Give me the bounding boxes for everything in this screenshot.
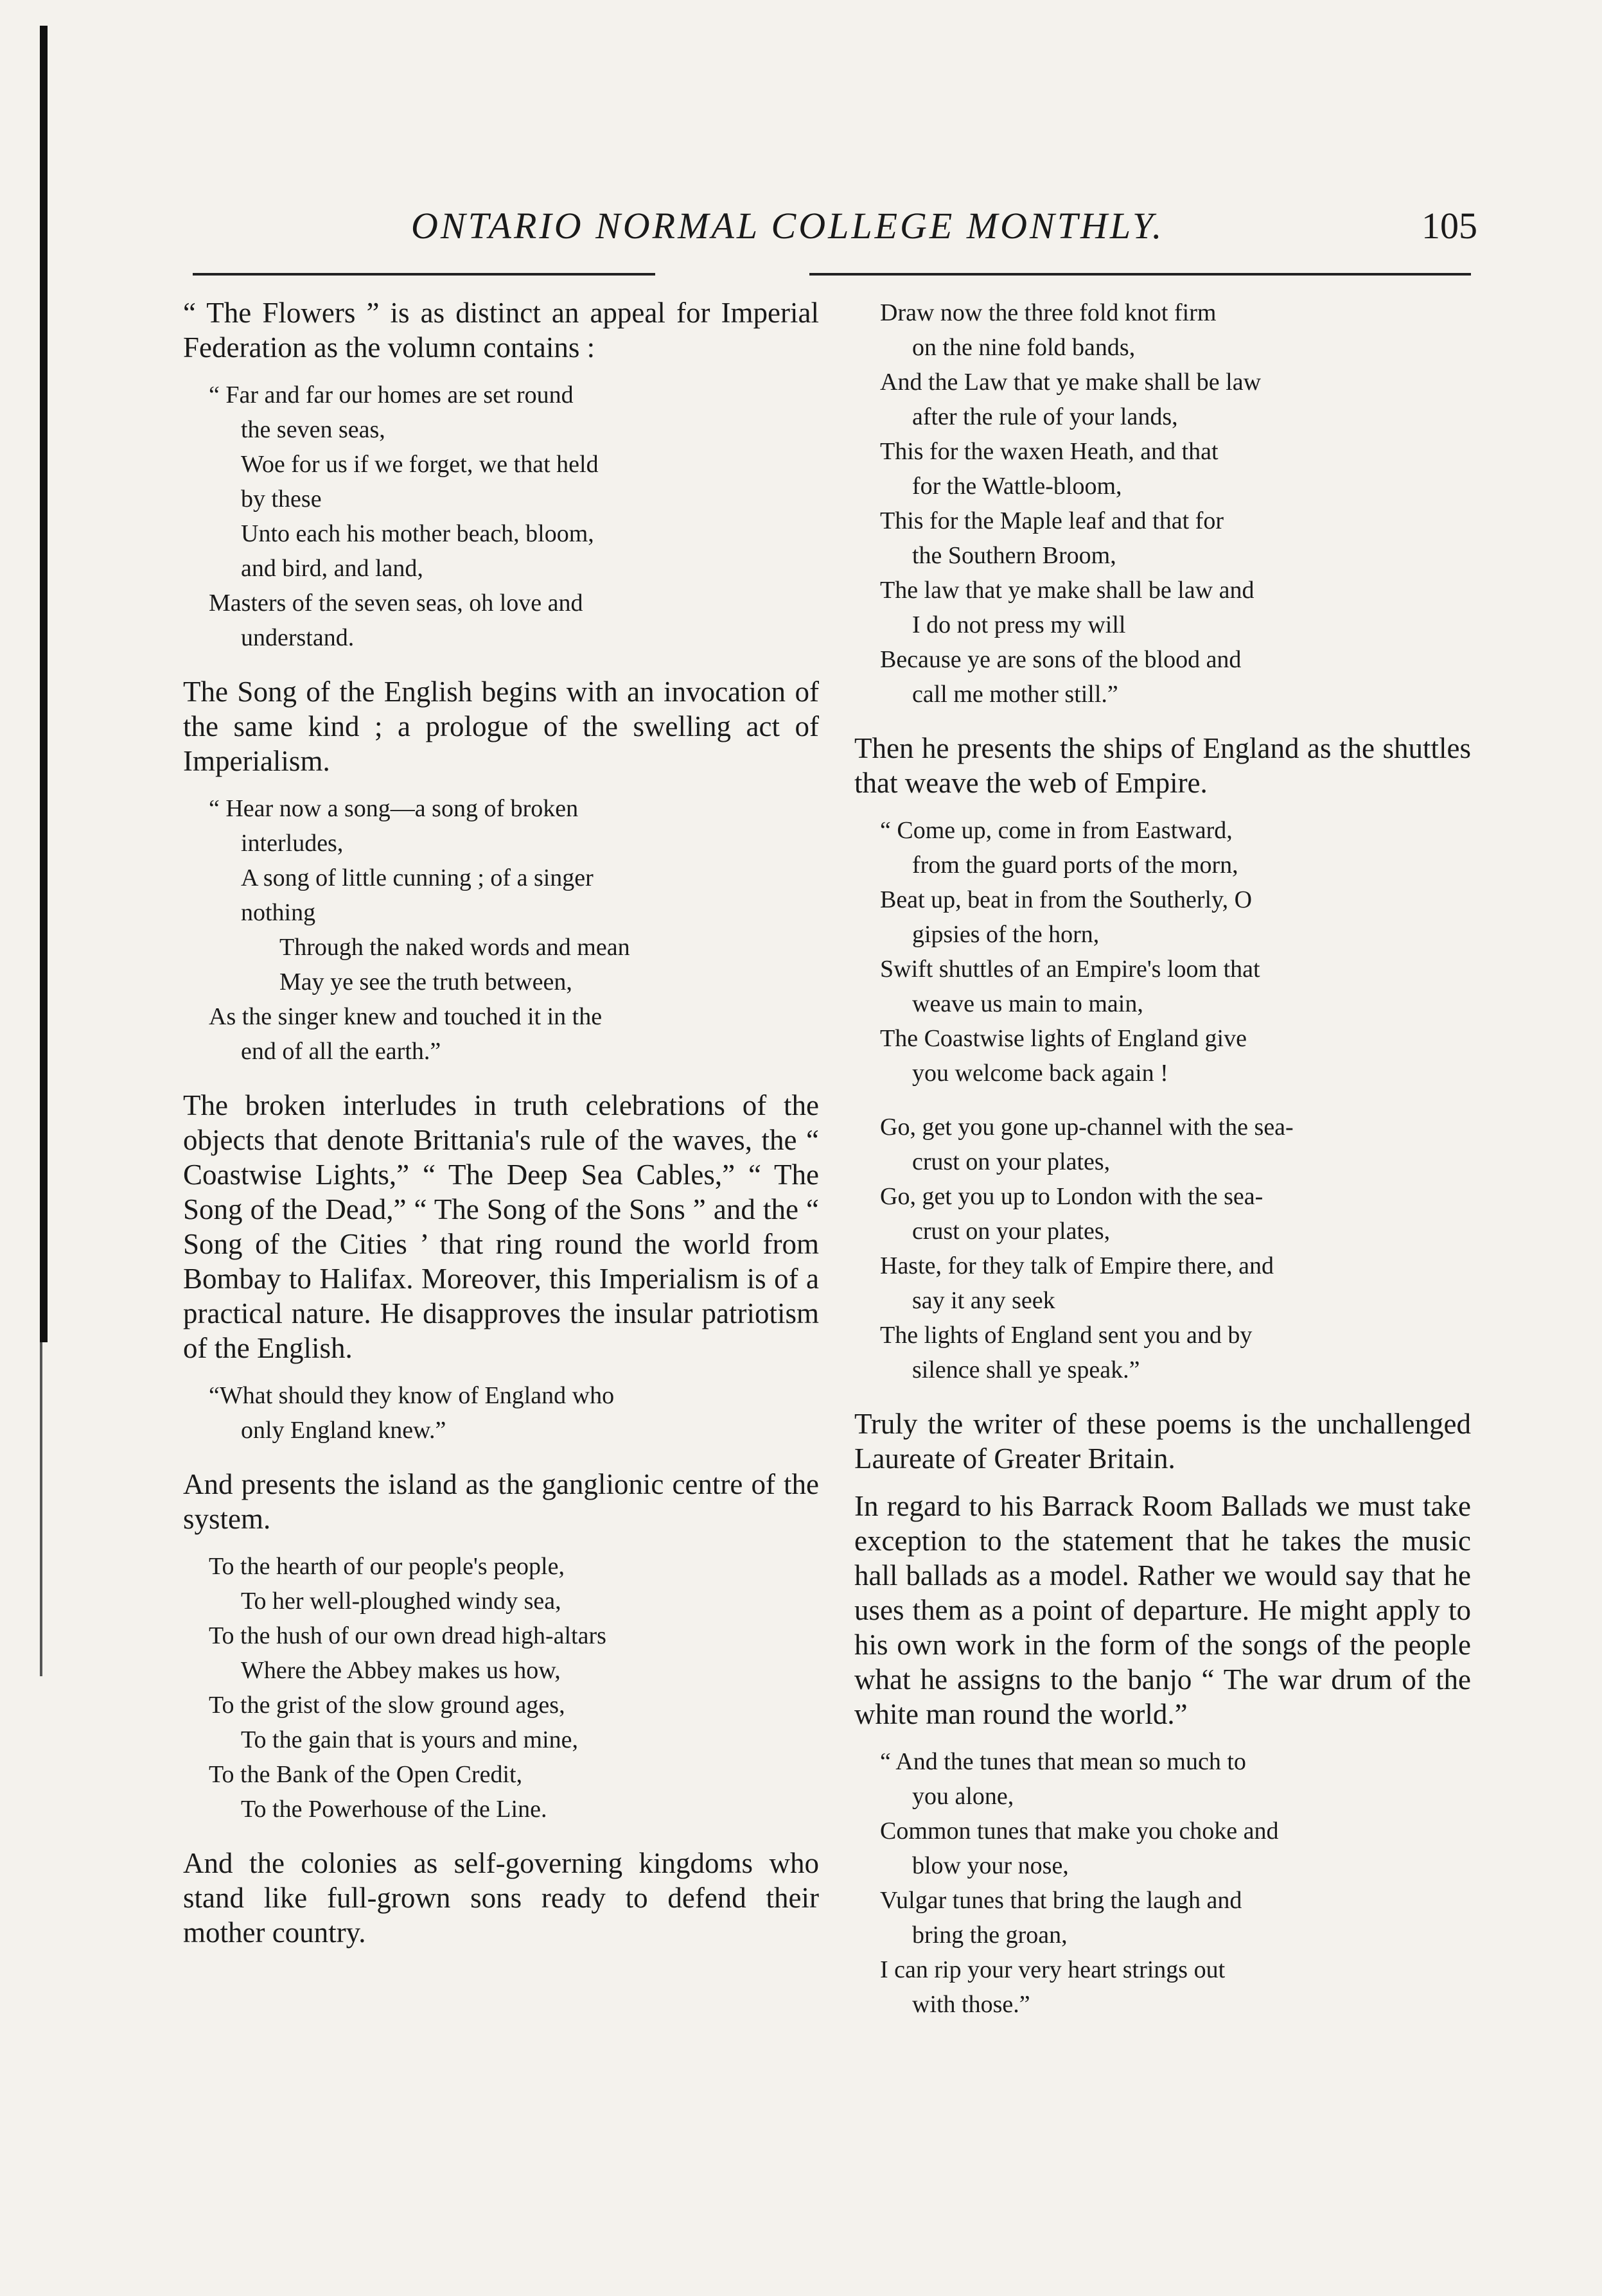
verse-line: interludes,	[241, 830, 344, 857]
verse-line: To the hearth of our people's people,	[209, 1553, 565, 1580]
binding-edge-lower	[40, 1342, 42, 1676]
paragraph: “ The Flowers ” is as distinct an appeal for Imperial Federation as the volumn contains :	[183, 297, 819, 364]
verse-line: “ Come up, come in from Eastward,	[880, 817, 1233, 844]
verse-line: Draw now the three fold knot firm	[880, 299, 1217, 326]
verse-line: on the nine fold bands,	[912, 334, 1136, 361]
verse-line: silence shall ye speak.”	[912, 1356, 1140, 1383]
verse-line: you welcome back again !	[912, 1060, 1168, 1087]
paragraph: In regard to his Barrack Room Ballads we must take exception to the statement that he takes the music hall ballads as a model. Rather we would say that he uses them as a point of departure. He might apply to his own work in the form of the songs of the people what he assigns to the banjo “ The war drum of the white man round the world.”	[854, 1490, 1471, 1730]
verse-line: The law that ye make shall be law and	[880, 577, 1254, 604]
verse-line: I do not press my will	[912, 611, 1126, 638]
verse-line: only England knew.”	[241, 1417, 446, 1444]
verse-line: This for the waxen Heath, and that	[880, 438, 1219, 465]
verse-line: As the singer knew and touched it in the	[209, 1003, 603, 1030]
verse-line: Unto each his mother beach, bloom,	[241, 520, 594, 547]
verse-line: A song of little cunning ; of a singer	[241, 864, 594, 891]
paragraph: And presents the island as the ganglionic centre of the system.	[183, 1468, 819, 1535]
paragraph: And the colonies as self-governing kingdoms who stand like full-grown sons ready to defend their mother country.	[183, 1847, 819, 1949]
verse-line: gipsies of the horn,	[912, 921, 1100, 948]
verse-line: And the Law that ye make shall be law	[880, 369, 1262, 396]
header-rule-left	[193, 273, 655, 276]
verse-line: you alone,	[912, 1783, 1014, 1810]
verse-line: “ And the tunes that mean so much to	[880, 1748, 1246, 1775]
verse-block	[183, 378, 819, 655]
left-column	[183, 295, 819, 1963]
verse-line: and bird, and land,	[241, 555, 423, 582]
verse-line: Through the naked words and mean	[279, 934, 630, 961]
verse-line: weave us main to main,	[912, 990, 1143, 1017]
verse-block	[183, 1549, 819, 1827]
verse-line: I can rip your very heart strings out	[880, 1956, 1226, 1983]
right-column	[854, 295, 1471, 2041]
verse-line: Common tunes that make you choke and	[880, 1818, 1279, 1845]
verse-line: “What should they know of England who	[209, 1382, 615, 1409]
verse-line: for the Wattle-bloom,	[912, 473, 1122, 500]
verse-line: blow your nose,	[912, 1852, 1069, 1879]
verse-line: Swift shuttles of an Empire's loom that	[880, 956, 1260, 983]
verse-block	[183, 791, 819, 1069]
paragraph: Then he presents the ships of England as the shuttles that weave the web of Empire.	[854, 732, 1471, 799]
verse-line: after the rule of your lands,	[912, 403, 1178, 430]
verse-line: To the Powerhouse of the Line.	[241, 1796, 547, 1823]
running-title: ONTARIO NORMAL COLLEGE MONTHLY.	[411, 205, 1165, 247]
verse-block	[183, 1378, 819, 1448]
verse-block	[854, 1744, 1471, 2022]
paragraph: The Song of the English begins with an invocation of the same kind ; a prologue of the swelling act of Imperialism.	[183, 676, 819, 777]
verse-line: crust on your plates,	[912, 1148, 1111, 1175]
page-number: 105	[1422, 205, 1477, 247]
verse-line: May ye see the truth between,	[279, 968, 572, 995]
header-rule-right	[809, 273, 1471, 276]
paragraph: The broken interludes in truth celebrations of the objects that denote Brittania's rule of the waves, the “ Coastwise Lights,” “ The Deep Sea Cables,” “ The Song of the Dead,” “ The Song of the Sons ” and the “ Song of the Cities ’ that ring round the world from Bombay to Halifax. Moreover, this Imperialism is of a practical nature. He disapproves the insular patriotism of the English.	[183, 1089, 819, 1364]
verse-line: To the hush of our own dread high-altars	[209, 1622, 606, 1649]
verse-line: the seven seas,	[241, 416, 385, 443]
verse-line: say it any seek	[912, 1287, 1055, 1314]
verse-line: “ Far and far our homes are set round	[209, 381, 574, 408]
verse-line: the Southern Broom,	[912, 542, 1116, 569]
verse-line: The lights of England sent you and by	[880, 1322, 1253, 1349]
verse-line: with those.”	[912, 1991, 1030, 2018]
verse-line: end of all the earth.”	[241, 1038, 441, 1065]
verse-line: Go, get you up to London with the sea-	[880, 1183, 1263, 1210]
verse-line: This for the Maple leaf and that for	[880, 507, 1224, 534]
verse-line: call me mother still.”	[912, 681, 1118, 708]
verse-line: Haste, for they talk of Empire there, and	[880, 1252, 1274, 1279]
verse-line: “ Hear now a song—a song of broken	[209, 795, 579, 822]
verse-line: Vulgar tunes that bring the laugh and	[880, 1887, 1242, 1914]
verse-line: To the grist of the slow ground ages,	[209, 1692, 565, 1719]
verse-line: Beat up, beat in from the Southerly, O	[880, 886, 1253, 913]
verse-block	[854, 1110, 1471, 1387]
verse-line: Woe for us if we forget, we that held	[241, 451, 599, 478]
verse-line: by these	[241, 486, 322, 513]
verse-line: Where the Abbey makes us how,	[241, 1657, 561, 1684]
verse-line: Go, get you gone up-channel with the sea-	[880, 1114, 1294, 1141]
paragraph: Truly the writer of these poems is the unchallenged Laureate of Greater Britain.	[854, 1408, 1471, 1475]
verse-line: from the guard ports of the morn,	[912, 852, 1238, 879]
verse-block	[854, 295, 1471, 712]
verse-line: nothing	[241, 899, 316, 926]
verse-line: To her well-ploughed windy sea,	[241, 1588, 561, 1615]
binding-edge	[40, 26, 48, 1342]
verse-line: bring the groan,	[912, 1922, 1068, 1949]
verse-line: The Coastwise lights of England give	[880, 1025, 1247, 1052]
page-header	[411, 204, 1477, 262]
verse-line: Because ye are sons of the blood and	[880, 646, 1242, 673]
verse-line: To the Bank of the Open Credit,	[209, 1761, 523, 1788]
verse-line: understand.	[241, 624, 355, 651]
verse-line: To the gain that is yours and mine,	[241, 1726, 579, 1753]
verse-block	[854, 813, 1471, 1091]
verse-line: Masters of the seven seas, oh love and	[209, 590, 583, 617]
verse-line: crust on your plates,	[912, 1218, 1111, 1245]
